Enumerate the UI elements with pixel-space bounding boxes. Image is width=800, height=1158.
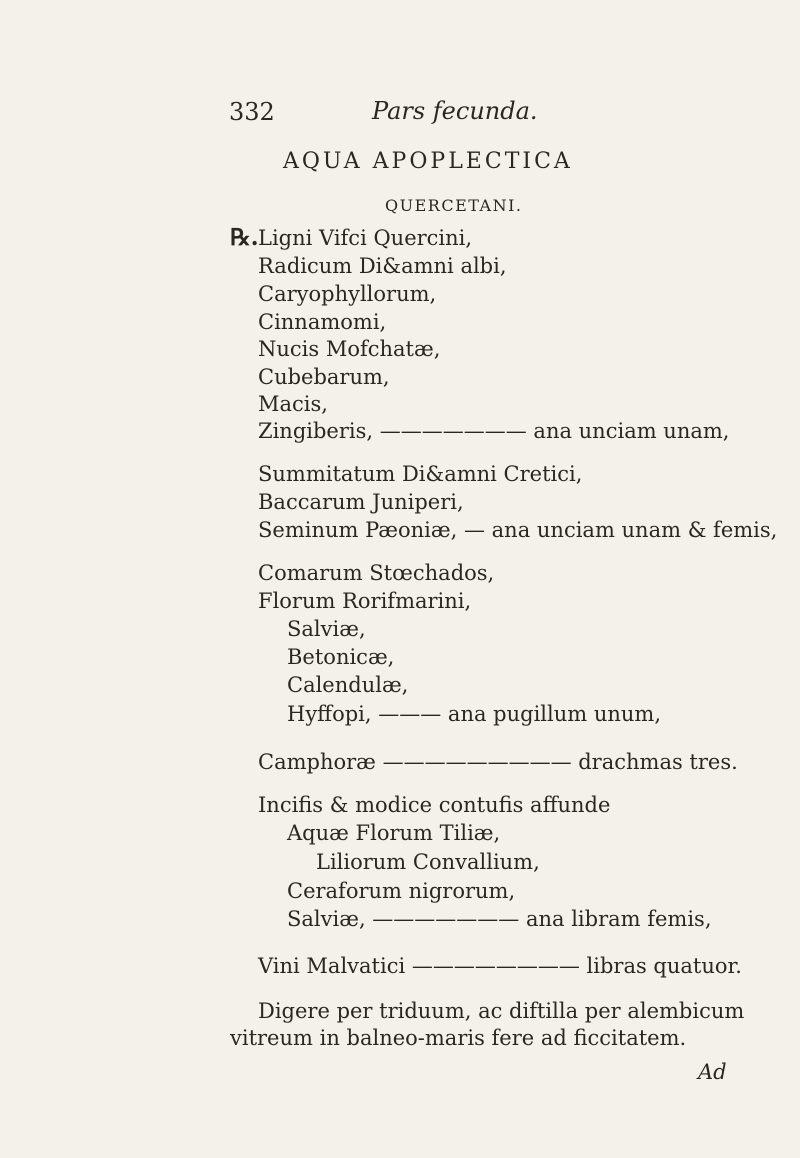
ingredient-line: Salviæ, <box>287 617 366 641</box>
ingredient-line: Comarum Stœchados, <box>258 561 495 585</box>
ingredient-line: Zingiberis, ——————— ana unciam unam, <box>258 419 730 443</box>
ingredient-line: Salviæ, ——————— ana libram femis, <box>287 907 712 931</box>
instruction-line: Incifis & modice contufis affunde <box>258 793 611 817</box>
ingredient-line: Baccarum Juniperi, <box>258 490 464 514</box>
recipe-subtitle: QUERCETANI. <box>385 196 523 215</box>
ingredient-line: Summitatum Di&amni Cretici, <box>258 462 583 486</box>
ingredient-line: Macis, <box>258 392 328 416</box>
ingredient-line: Florum Rorifmarini, <box>258 589 472 613</box>
ingredient-line: Vini Malvatici ———————— libras quatuor. <box>258 954 742 978</box>
ingredient-line: Calendulæ, <box>287 673 409 697</box>
instruction-line: vitreum in balneo-maris fere ad ficcitatem. <box>230 1026 687 1050</box>
ingredient-line: Liliorum Convallium, <box>316 850 540 874</box>
ingredient-line: Nucis Mofchatæ, <box>258 337 441 361</box>
ingredient-line: Radicum Di&amni albi, <box>258 254 507 278</box>
ingredient-line: Hyffopi, ——— ana pugillum unum, <box>287 702 662 726</box>
ingredient-line: Cinnamomi, <box>258 310 387 334</box>
ingredient-line: Ligni Vifci Quercini, <box>258 226 473 250</box>
recipe-symbol: ℞. <box>230 224 259 251</box>
instruction-line: Digere per triduum, ac diftilla per alembicum <box>258 999 745 1023</box>
recipe-title: AQUA APOPLECTICA <box>283 149 573 174</box>
ingredient-line: Cubebarum, <box>258 365 390 389</box>
running-head: Pars fecunda. <box>372 97 538 125</box>
catchword: Ad <box>698 1060 727 1084</box>
ingredient-line: Betonicæ, <box>287 645 395 669</box>
ingredient-line: Ceraforum nigrorum, <box>287 879 516 903</box>
ingredient-line: Aquæ Florum Tiliæ, <box>287 821 501 845</box>
page-number: 332 <box>229 98 275 126</box>
ingredient-line: Seminum Pæoniæ, — ana unciam unam & femis, <box>258 518 778 542</box>
ingredient-line: Caryophyllorum, <box>258 282 437 306</box>
ingredient-line: Camphoræ ————————— drachmas tres. <box>258 750 738 774</box>
